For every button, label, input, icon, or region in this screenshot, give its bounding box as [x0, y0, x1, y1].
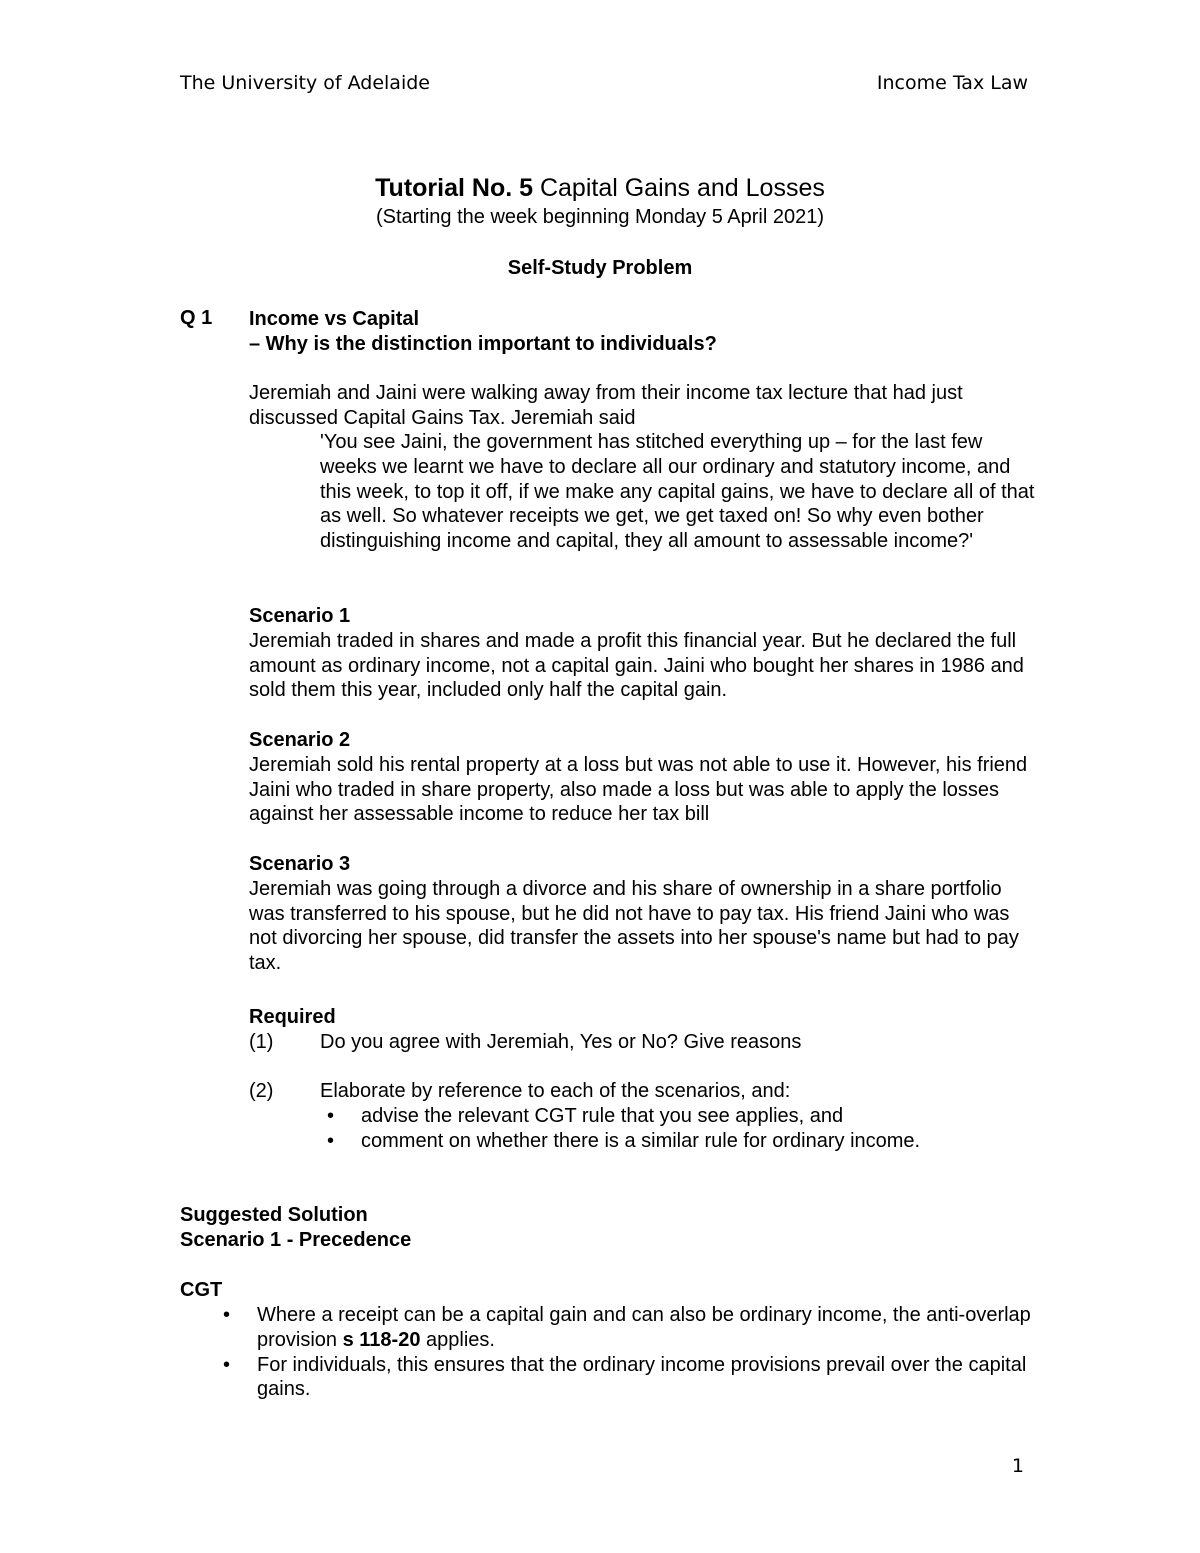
scenario-3-text: Jeremiah was going through a divorce and his share of ownership in a share portfolio was transferred to his spouse, but he did not have to pay tax. His friend Jaini who was not divorcing her spouse, did transfer the assets into her spouse's name but had to pay tax.	[249, 877, 1019, 975]
scenario-3-heading: Scenario 3	[249, 853, 351, 875]
required-item-1-text: Do you agree with Jeremiah, Yes or No? Give reasons	[320, 1031, 802, 1053]
required-item-1-number: (1)	[249, 1031, 274, 1053]
jeremiah-quote: 'You see Jaini, the government has stitched everything up – for the last few weeks we learnt we have to declare all our ordinary and statutory income, and this week, to top it off, if we make any capital gains, we have to declare all of that as well. So whatever receipts we get, we get taxed on! So why even bother distinguishing income and capital, they all amount to assessable income?'	[320, 431, 1035, 553]
page-number: 1	[1011, 1455, 1024, 1477]
bullet-icon: •	[223, 1353, 231, 1376]
tutorial-date: (Starting the week beginning Monday 5 April 2021)	[375, 206, 825, 228]
scenario-1-text: Jeremiah traded in shares and made a profit this financial year. But he declared the full amount as ordinary income, not a capital gain. Jaini who bought her shares in 1986 and sold them this year, included only half the capital gain.	[249, 629, 1024, 702]
required-bullets	[327, 1104, 1041, 1154]
header-university: The University of Adelaide	[180, 72, 430, 94]
tutorial-title	[0, 174, 1200, 203]
scenario-1	[249, 604, 1039, 703]
scenario-2-text: Jeremiah sold his rental property at a loss but was not able to use it. However, his friend Jaini who traded in share property, also made a loss but was able to apply the losses against her assessable income to reduce her tax bill	[249, 753, 1028, 826]
scenario-2	[249, 728, 1039, 827]
question-title	[249, 307, 717, 357]
question-intro: Jeremiah and Jaini were walking away from their income tax lecture that had just discussed Capital Gains Tax. Jeremiah said	[249, 382, 963, 429]
list-item: • comment on whether there is a similar rule for ordinary income.	[327, 1129, 921, 1152]
cgt-heading: CGT	[180, 1279, 223, 1301]
question-subtitle: – Why is the distinction important to individuals?	[249, 333, 717, 355]
section-heading: Self-Study Problem	[507, 257, 693, 279]
bullet-icon: •	[223, 1304, 231, 1326]
section-reference: s 118-20	[342, 1328, 421, 1351]
tutorial-title-topic: Capital Gains and Losses	[533, 174, 825, 202]
solution-heading: Suggested Solution	[180, 1204, 368, 1226]
question-title-main: Income vs Capital	[249, 308, 420, 330]
list-item: • advise the relevant CGT rule that you see applies, and	[327, 1105, 844, 1127]
required-heading: Required	[249, 1006, 336, 1028]
scenario-3	[249, 852, 1039, 976]
list-item: • Where a receipt can be a capital gain and can also be ordinary income, the anti-overlap provision s 118-20 applies.	[223, 1304, 1031, 1351]
scenario-2-heading: Scenario 2	[249, 729, 351, 751]
solution-bullets	[223, 1303, 1037, 1402]
header-course: Income Tax Law	[876, 72, 1028, 94]
required-item-2-text: Elaborate by reference to each of the scenarios, and:	[320, 1080, 791, 1102]
solution-subheading: Scenario 1 - Precedence	[180, 1229, 412, 1251]
list-item: • For individuals, this ensures that the ordinary income provisions prevail over the capital gains.	[223, 1353, 1027, 1401]
bullet-icon: •	[327, 1105, 335, 1127]
tutorial-title-number: Tutorial No. 5	[375, 174, 534, 202]
scenario-1-heading: Scenario 1	[249, 605, 351, 627]
required-item-2-number: (2)	[249, 1080, 274, 1102]
question-number: Q 1	[180, 307, 213, 329]
bullet-icon: •	[327, 1129, 335, 1152]
